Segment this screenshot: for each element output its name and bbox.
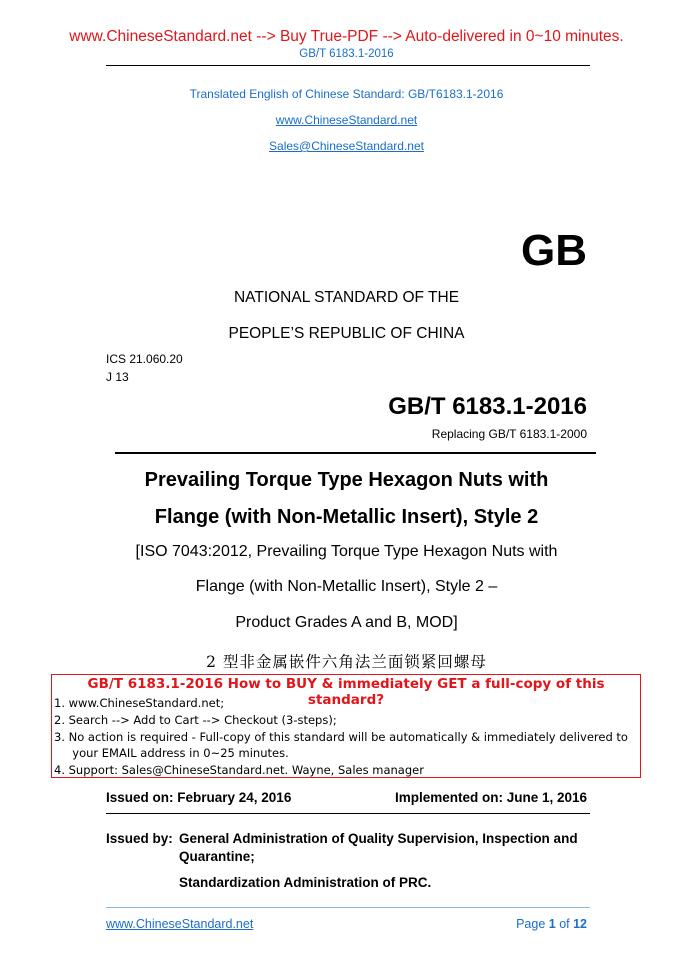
iso-line3: Product Grades A and B, MOD]: [235, 614, 458, 631]
website-link[interactable]: www.ChineseStandard.net: [275, 113, 418, 127]
title-line1: Prevailing Torque Type Hexagon Nuts with: [144, 469, 549, 491]
iso-line2: Flange (with Non-Metallic Insert), Style 2 –: [195, 578, 498, 595]
issuer-line3: Standardization Administration of PRC.: [179, 875, 432, 890]
buy-box-title[interactable]: GB/T 6183.1-2016 How to BUY & immediately GET a full-copy of this standard?: [87, 676, 605, 708]
iso-line1: [ISO 7043:2012, Prevailing Torque Type Hexagon Nuts with: [135, 543, 558, 560]
title-line2: Flange (with Non-Metallic Insert), Style 2: [154, 506, 539, 528]
buy-item-1[interactable]: 1. www.ChineseStandard.net;: [54, 696, 225, 710]
issued-date: Issued on: February 24, 2016: [106, 790, 292, 805]
title-divider: [115, 452, 596, 454]
national-standard-line2: PEOPLE’S REPUBLIC OF CHINA: [228, 325, 465, 342]
footer-divider: [106, 907, 590, 908]
issued-by-label: Issued by:: [106, 831, 173, 846]
issuer-line2: Quarantine;: [179, 849, 255, 864]
email-link[interactable]: Sales@ChineseStandard.net: [269, 139, 424, 153]
dates-divider: [106, 813, 590, 814]
issuer-line1: General Administration of Quality Supervision, Inspection and: [179, 831, 578, 846]
header-standard-code: GB/T 6183.1-2016: [299, 48, 394, 60]
promo-banner[interactable]: www.ChineseStandard.net --> Buy True-PDF --> Auto-delivered in 0~10 minutes.: [69, 28, 624, 45]
header-divider: [106, 65, 590, 66]
gb-logo: GB: [521, 226, 587, 275]
footer-website-link[interactable]: www.ChineseStandard.net: [106, 917, 254, 931]
implemented-date: Implemented on: June 1, 2016: [394, 790, 587, 805]
j-code: J 13: [106, 370, 129, 384]
buy-item-3: 3. No action is required - Full-copy of this standard will be automatically & immediately delivered to: [54, 730, 628, 744]
standard-number: GB/T 6183.1-2016: [388, 393, 587, 420]
replacing-note: Replacing GB/T 6183.1-2000: [431, 427, 587, 441]
chinese-title: 2 型非金属嵌件六角法兰面锁紧回螺母: [206, 653, 487, 671]
buy-item-2: 2. Search --> Add to Cart --> Checkout (3-steps);: [54, 713, 337, 727]
ics-code: ICS 21.060.20: [106, 352, 183, 366]
national-standard-line1: NATIONAL STANDARD OF THE: [233, 289, 460, 306]
translated-notice: Translated English of Chinese Standard: GB/T6183.1-2016: [189, 87, 504, 101]
buy-item-3-cont: your EMAIL address in 0~25 minutes.: [54, 746, 289, 760]
buy-item-4[interactable]: 4. Support: Sales@ChineseStandard.net. Wayne, Sales manager: [54, 763, 424, 777]
page-indicator: Page 1 of 12: [516, 917, 587, 931]
